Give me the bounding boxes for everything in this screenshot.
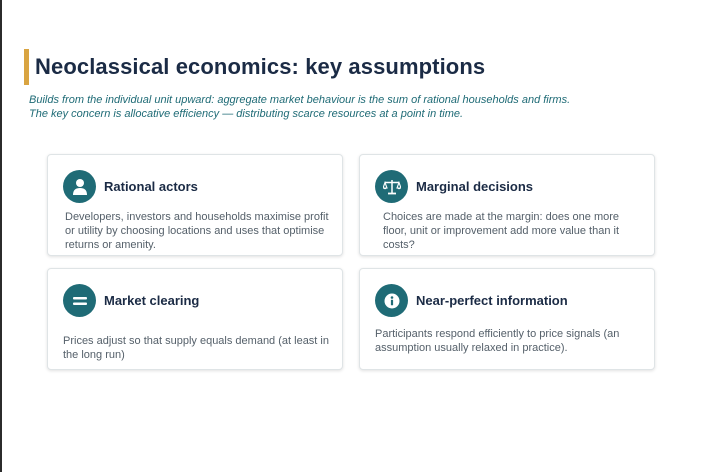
card-marginal-decisions	[359, 154, 655, 256]
person-icon	[63, 170, 96, 203]
card-market-clearing	[47, 268, 343, 370]
equals-icon	[63, 284, 96, 317]
card-description: Participants respond efficiently to price signals (an assumption usually relaxed in practice).	[375, 328, 620, 354]
page-subtitle	[29, 94, 669, 121]
card-header	[63, 284, 199, 317]
card-title: Marginal decisions	[416, 179, 534, 194]
card-rational-actors	[47, 154, 343, 256]
subtitle-line-2: The key concern is allocative efficiency — distributing scarce resources at a point in time.	[29, 107, 464, 120]
info-icon	[375, 284, 408, 317]
card-header	[63, 170, 198, 203]
page-title: Neoclassical economics: key assumptions	[35, 54, 486, 79]
card-header	[375, 284, 568, 317]
card-description: Choices are made at the margin: does one more floor, unit or improvement add more value than it costs?	[383, 211, 620, 251]
card-title: Near-perfect information	[416, 293, 568, 308]
card-description: Developers, investors and households maximise profit or utility by choosing locations and uses that optimise returns or amenity.	[65, 211, 329, 251]
card-title: Rational actors	[104, 179, 198, 194]
card-header	[375, 170, 533, 203]
scale-icon	[375, 170, 408, 203]
subtitle-line-1: Builds from the individual unit upward: aggregate market behaviour is the sum of rational households and firms.	[29, 94, 571, 106]
title-accent-bar	[24, 49, 29, 85]
title-block	[24, 49, 485, 85]
left-edge-divider	[0, 0, 2, 472]
card-near-perfect-information	[359, 268, 655, 370]
card-description: Prices adjust so that supply equals demand (at least in the long run)	[63, 335, 329, 361]
card-title: Market clearing	[104, 293, 200, 308]
